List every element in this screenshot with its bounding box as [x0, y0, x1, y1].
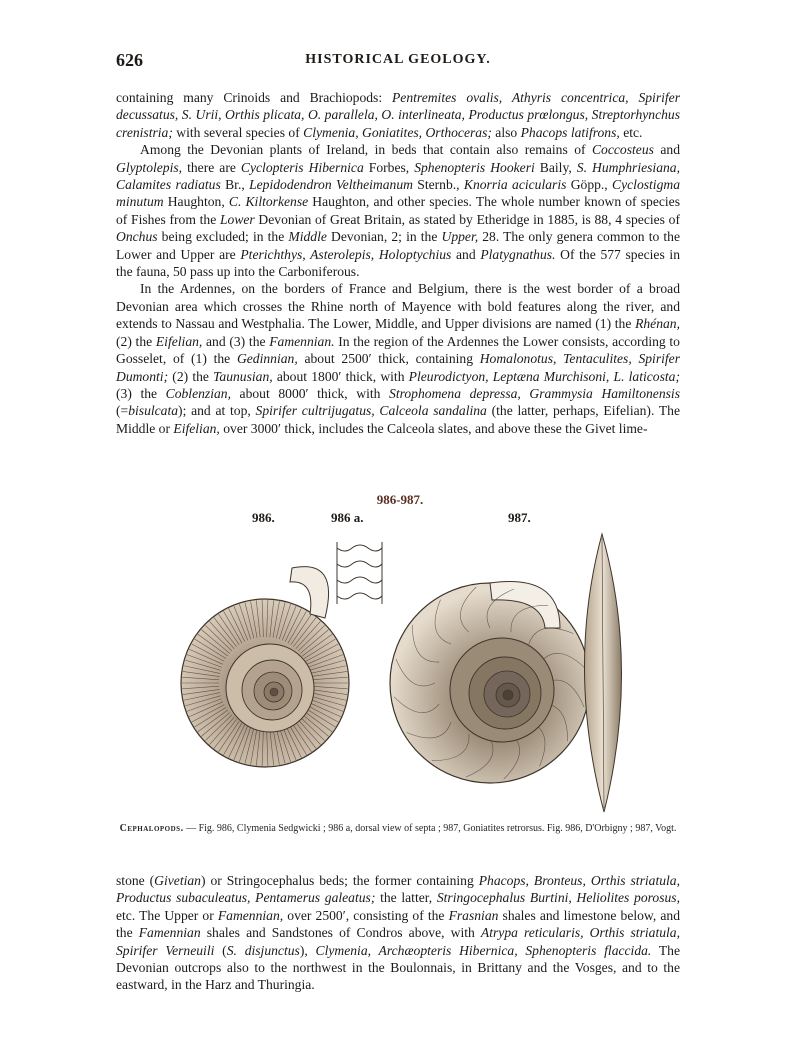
goniatites-side-view [584, 534, 621, 812]
paragraph: In the Ardennes, on the borders of France and Belgium, there is the west border of a broad Devonian area which crosses the Rhine north of Mayence with bold features along the river, and extends to Nassau and Westphalia. The Lower, Middle, and Upper divisions are named (1) the Rhénan, (2) the Eifelian, and (3) the Famennian. In the region of the Ardennes the Lower consists, according to Gosselet, of (1) the Gedinnian, about 2500′ thick, containing Homalonotus, Tentaculites, Spirifer Dumonti; (2) the Taunusian, about 1800′ thick, with Pleurodictyon, Leptæna Murchisoni, L. laticosta; (3) the Coblenzian, about 8000′ thick, with Strophomena depressa, Grammysia Hamiltonensis (=bisulcata); and at top, Spirifer cultrijugatus, Calceola sandalina (the latter, perhaps, Eifelian). The Middle or Eifelian, over 3000′ thick, includes the Calceola slates, and above these the Givet lime- [116, 281, 680, 436]
body-text-top [116, 89, 680, 437]
figure-label-987: 987. [508, 510, 531, 525]
paragraph: Among the Devonian plants of Ireland, in beds that contain also remains of Coccosteus and Glyptolepis, there are Cyclopteris Hibernica Forbes, Sphenopteris Hookeri Baily, S. Humphriesiana, Calamites radiatus Br., Lepidodendron Veltheimanum Sternb., Knorria acicularis Göpp., Cyclostigma minutum Haughton, C. Kiltorkense Haughton, and other species. The whole number known of species of Fishes from the Lower Devonian of Great Britain, as stated by Etheridge in 1885, is 88, 4 species of Onchus being excluded; in the Middle Devonian, 2; in the Upper, 28. The only genera common to the Lower and Upper are Pterichthys, Asterolepis, Holoptychius and Platygnathus. Of the 577 species in the fauna, 50 pass up into the Carboniferous. [116, 142, 681, 280]
goniatites-shell-figure [390, 581, 590, 783]
paragraph: stone (Givetian) or Stringocephalus beds; the former containing Phacops, Bronteus, Orthis striatula, Productus subaculeatus, Pentamerus galeatus; the latter, Stringocephalus Burtini, Heliolites porosus, etc. The Upper or Famennian, over 2500′, consisting of the Frasnian shales and limestone below, and the Famennian shales and Sandstones of Condros above, with Atrypa reticularis, Orthis striatula, Spirifer Verneuili (S. disjunctus), Clymenia, Archæopteris Hibernica, Sphenopteris flaccida. The Devonian outcrops also to the northwest in the Boulonnais, in Brittany and the Vosges, and to the eastward, in the Harz and Thuringia. [116, 873, 680, 993]
caption-head: Cephalopods. [119, 823, 184, 834]
body-text-bottom [116, 872, 680, 994]
page-header [116, 50, 680, 72]
figure-caption [116, 822, 680, 836]
septa-dorsal-view [337, 542, 382, 604]
figure-label-986: 986. [252, 510, 275, 525]
clymenia-shell-figure [181, 567, 349, 767]
page-number: 626 [116, 50, 143, 70]
caption-text: — Fig. 986, Clymenia Sedgwicki ; 986 a, dorsal view of septa ; 987, Goniatites retrorsus. Fig. 986, D'Orbigny ; 987, Vogt. [183, 823, 677, 834]
paragraph: containing many Crinoids and Brachiopods: Pentremites ovalis, Athyris concentrica, Spirifer decussatus, S. Urii, Orthis plicata, O. parallela, O. interlineata, Productus prœlongus, Streptorhynchus crenistria; with several species of Clymenia, Goniatites, Orthoceras; also Phacops latifrons, etc. [116, 90, 680, 140]
figure-label-986a: 986 a. [331, 510, 364, 525]
running-title: HISTORICAL GEOLOGY. [305, 52, 491, 67]
cephalopod-engraving [180, 528, 640, 818]
figure-group-label: 986-987. [376, 492, 424, 507]
